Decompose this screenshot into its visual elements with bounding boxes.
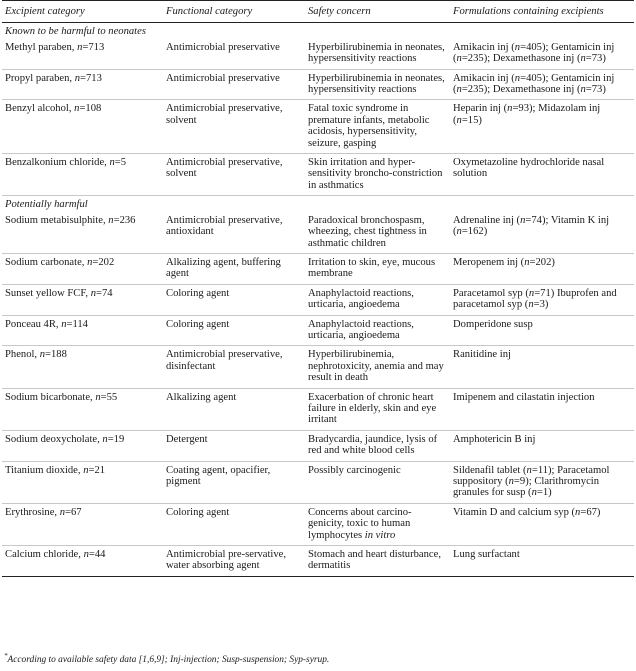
text-segment: =74 xyxy=(95,287,113,299)
text-segment: Sildenafil tablet ( xyxy=(453,464,527,476)
header-row xyxy=(2,1,634,23)
table-row xyxy=(2,100,634,154)
italic-text: n xyxy=(90,287,96,299)
cell-safety: Anaphylactoid reactions, urticaria, angioedema xyxy=(305,284,450,315)
cell-excipient xyxy=(2,546,163,577)
cell-excipient xyxy=(2,284,163,315)
cell-excipient xyxy=(2,212,163,254)
italic-text: n xyxy=(526,464,532,476)
table-row xyxy=(2,346,634,388)
table-row xyxy=(2,503,634,545)
text-segment: Sodium bicarbonate, xyxy=(5,391,96,403)
section-title: Known to be harmful to neonates xyxy=(5,26,146,38)
text-segment: =202 xyxy=(92,256,115,268)
text-segment: Titanium dioxide, xyxy=(5,464,84,476)
italic-text: n xyxy=(456,226,462,238)
text-segment: =162) xyxy=(461,226,488,238)
header-safety-concern: Safety concern xyxy=(308,6,371,17)
footnote-text: According to available safety data [1,6,9]; Inj-injection; Susp-suspension; Syp-syrup. xyxy=(7,655,330,666)
text-segment: Propyl paraben, xyxy=(5,72,75,84)
cell-safety: Stomach and heart disturbance, dermatitis xyxy=(305,546,450,577)
table-header xyxy=(2,1,634,23)
text-segment: =3) xyxy=(533,299,549,311)
italic-text: n xyxy=(456,84,462,96)
text-segment: =55 xyxy=(100,391,118,403)
cell-functional: Antimicrobial preservative, antioxidant xyxy=(163,212,305,254)
text-segment: =21 xyxy=(88,464,106,476)
cell-safety: Exacerbation of chronic heart failure in elderly, skin and eye irritant xyxy=(305,388,450,430)
cell-formulations xyxy=(450,39,634,69)
text-segment: Erythrosine, xyxy=(5,506,60,518)
cell-functional: Coloring agent xyxy=(163,284,305,315)
italic-text: n xyxy=(456,53,462,65)
cell-excipient xyxy=(2,461,163,503)
cell-excipient xyxy=(2,154,163,196)
text-segment: =405); Gentamicin inj ( xyxy=(453,41,615,65)
cell-excipient xyxy=(2,100,163,154)
cell-formulations xyxy=(450,212,634,254)
cell-formulations xyxy=(450,154,634,196)
text-segment: =74); Vitamin K inj ( xyxy=(453,214,610,238)
text-segment: Paracetamol syp ( xyxy=(453,287,529,299)
text-segment: Ranitidine inj xyxy=(453,349,511,361)
text-segment: Domperidone susp xyxy=(453,318,533,330)
cell-excipient xyxy=(2,430,163,461)
text-segment: =93); Midazolam inj ( xyxy=(453,103,601,126)
italic-text: n xyxy=(531,487,537,499)
cell-formulations xyxy=(450,253,634,284)
cell-safety: Bradycardia, jaundice, lysis of red and white blood cells xyxy=(305,430,450,461)
text-segment: =405); Gentamicin inj ( xyxy=(453,72,615,96)
cell-formulations xyxy=(450,461,634,503)
cell-formulations xyxy=(450,100,634,154)
text-segment: Phenol, xyxy=(5,349,40,361)
cell-safety: Irritation to skin, eye, mucous membrane xyxy=(305,253,450,284)
cell-safety: Hyperbilirubinemia in neonates, hypersensitivity reactions xyxy=(305,69,450,100)
table-body xyxy=(2,23,634,576)
text-segment: Calcium chloride, xyxy=(5,549,84,561)
table-row xyxy=(2,212,634,254)
cell-functional: Antimicrobial preservative, disinfectant xyxy=(163,346,305,388)
italic-text: n xyxy=(514,41,521,53)
text-segment: =5 xyxy=(114,157,127,169)
text-segment: Methyl paraben, xyxy=(5,41,78,53)
text-segment: Heparin inj ( xyxy=(453,103,508,115)
cell-excipient xyxy=(2,503,163,545)
italic-text: in vitro xyxy=(364,529,396,541)
text-segment: =108 xyxy=(79,103,102,115)
text-segment: =1) xyxy=(536,487,552,499)
text-segment: Concerns about carcino-genicity, toxic to human lymphocytes xyxy=(308,506,412,541)
cell-formulations xyxy=(450,503,634,545)
cell-formulations xyxy=(450,430,634,461)
table-row xyxy=(2,430,634,461)
text-segment: Sodium carbonate, xyxy=(5,256,88,268)
cell-excipient xyxy=(2,253,163,284)
text-segment: Amikacin inj ( xyxy=(453,72,515,84)
cell-formulations xyxy=(450,546,634,577)
text-segment: =15) xyxy=(461,114,482,126)
text-segment: Benzalkonium chloride, xyxy=(5,157,110,169)
text-segment: Vitamin D and calcium syp ( xyxy=(453,506,576,518)
text-segment: Oxymetazoline hydrochloride nasal solution xyxy=(453,157,605,180)
table-row xyxy=(2,253,634,284)
text-segment: =19 xyxy=(107,433,125,445)
text-segment: =235); Dexamethasone inj ( xyxy=(461,84,581,96)
text-segment: =236 xyxy=(113,214,136,226)
footnote-marker: * xyxy=(4,652,8,660)
text-segment: =188 xyxy=(45,349,67,361)
italic-text: n xyxy=(575,506,581,518)
text-segment: =44 xyxy=(88,549,106,561)
cell-functional: Antimicrobial preservative, solvent xyxy=(163,100,305,154)
text-segment: =73) xyxy=(585,53,606,65)
cell-safety: Hyperbilirubinemia in neonates, hypersensitivity reactions xyxy=(305,39,450,69)
text-segment: =73) xyxy=(585,84,606,96)
cell-excipient xyxy=(2,388,163,430)
italic-text: n xyxy=(528,299,534,311)
text-segment: Sodium deoxycholate, xyxy=(5,433,103,445)
cell-functional: Alkalizing agent, buffering agent xyxy=(163,253,305,284)
text-segment: Adrenaline inj ( xyxy=(453,214,521,226)
italic-text: n xyxy=(514,72,521,84)
italic-text: n xyxy=(507,103,513,115)
italic-text: n xyxy=(109,157,115,169)
table-row xyxy=(2,461,634,503)
cell-formulations xyxy=(450,315,634,346)
table-row xyxy=(2,315,634,346)
cell-formulations xyxy=(450,346,634,388)
text-segment: Amphotericin B inj xyxy=(453,433,536,445)
header-excipient-category: Excipient category xyxy=(5,6,85,17)
cell-functional: Antimicrobial preservative xyxy=(163,69,305,100)
text-segment: Lung surfactant xyxy=(453,549,520,561)
italic-text: n xyxy=(524,256,530,268)
excipient-table xyxy=(2,0,634,577)
header-formulations: Formulations containing excipients xyxy=(453,6,604,17)
text-segment: Sodium metabisulphite, xyxy=(5,214,109,226)
italic-text: n xyxy=(39,349,46,361)
cell-functional: Alkalizing agent xyxy=(163,388,305,430)
italic-text: n xyxy=(59,506,66,518)
section-title: Potentially harmful xyxy=(5,199,88,211)
cell-functional: Antimicrobial preservative xyxy=(163,39,305,69)
cell-functional: Antimicrobial pre-servative, water absorbing agent xyxy=(163,546,305,577)
cell-safety: Hyperbilirubinemia, nephrotoxicity, anemia and may result in death xyxy=(305,346,450,388)
text-segment: =67 xyxy=(65,506,82,518)
table-row xyxy=(2,388,634,430)
text-segment: Benzyl alcohol, xyxy=(5,103,75,115)
cell-formulations xyxy=(450,284,634,315)
italic-text: n xyxy=(83,549,89,561)
text-segment: Meropenem inj ( xyxy=(453,256,525,268)
italic-text: n xyxy=(74,72,81,84)
cell-safety: Anaphylactoid reactions, urticaria, angioedema xyxy=(305,315,450,346)
text-segment: =9); Clarithromycin granules for susp ( xyxy=(453,476,600,499)
italic-text: n xyxy=(87,256,93,268)
italic-text: n xyxy=(83,464,89,476)
cell-safety xyxy=(305,503,450,545)
header-functional-category: Functional category xyxy=(166,6,253,17)
italic-text: n xyxy=(528,287,535,299)
text-segment: =67) xyxy=(580,506,601,518)
italic-text: n xyxy=(108,214,114,226)
table-row xyxy=(2,546,634,577)
italic-text: n xyxy=(61,318,67,330)
cell-formulations xyxy=(450,388,634,430)
cell-functional: Coating agent, opacifier, pigment xyxy=(163,461,305,503)
cell-safety: Paradoxical bronchospasm, wheezing, chest tightness in asthmatic children xyxy=(305,212,450,254)
table-row xyxy=(2,284,634,315)
cell-excipient xyxy=(2,346,163,388)
text-segment: =713 xyxy=(82,41,105,53)
cell-functional: Coloring agent xyxy=(163,315,305,346)
text-segment: =235); Dexamethasone inj ( xyxy=(461,53,581,65)
text-segment: Sunset yellow FCF, xyxy=(5,287,91,299)
cell-excipient xyxy=(2,39,163,69)
cell-excipient xyxy=(2,69,163,100)
text-segment: Imipenem and cilastatin injection xyxy=(453,391,595,403)
cell-functional: Coloring agent xyxy=(163,503,305,545)
table-row xyxy=(2,69,634,100)
text-segment: =11); Paracetamol suppository ( xyxy=(453,464,610,487)
italic-text: n xyxy=(456,114,462,126)
cell-excipient xyxy=(2,315,163,346)
table-row xyxy=(2,154,634,196)
italic-text: n xyxy=(95,391,101,403)
italic-text: n xyxy=(77,41,83,53)
text-segment: =71) Ibuprofen and paracetamol syp ( xyxy=(453,287,617,311)
cell-safety: Possibly carcinogenic xyxy=(305,461,450,503)
italic-text: n xyxy=(508,476,514,487)
cell-functional: Detergent xyxy=(163,430,305,461)
text-segment: =713 xyxy=(80,72,102,84)
cell-safety: Fatal toxic syndrome in premature infants, metabolic acidosis, hypersensitivity, seizure, gasping xyxy=(305,100,450,154)
cell-functional: Antimicrobial preservative, solvent xyxy=(163,154,305,196)
text-segment: =114 xyxy=(66,318,88,330)
text-segment: Ponceau 4R, xyxy=(5,318,62,330)
italic-text: n xyxy=(580,84,586,96)
section-row xyxy=(2,23,634,39)
italic-text: n xyxy=(74,103,80,115)
text-segment: =202) xyxy=(529,256,555,268)
italic-text: n xyxy=(580,53,586,65)
table-footnote xyxy=(4,652,329,665)
table-row xyxy=(2,39,634,69)
section-row xyxy=(2,196,634,212)
italic-text: n xyxy=(102,433,108,445)
cell-safety: Skin irritation and hyper-sensitivity broncho-constriction in asthmatics xyxy=(305,154,450,196)
italic-text: n xyxy=(520,214,526,226)
text-segment: Amikacin inj ( xyxy=(453,41,515,53)
cell-formulations xyxy=(450,69,634,100)
